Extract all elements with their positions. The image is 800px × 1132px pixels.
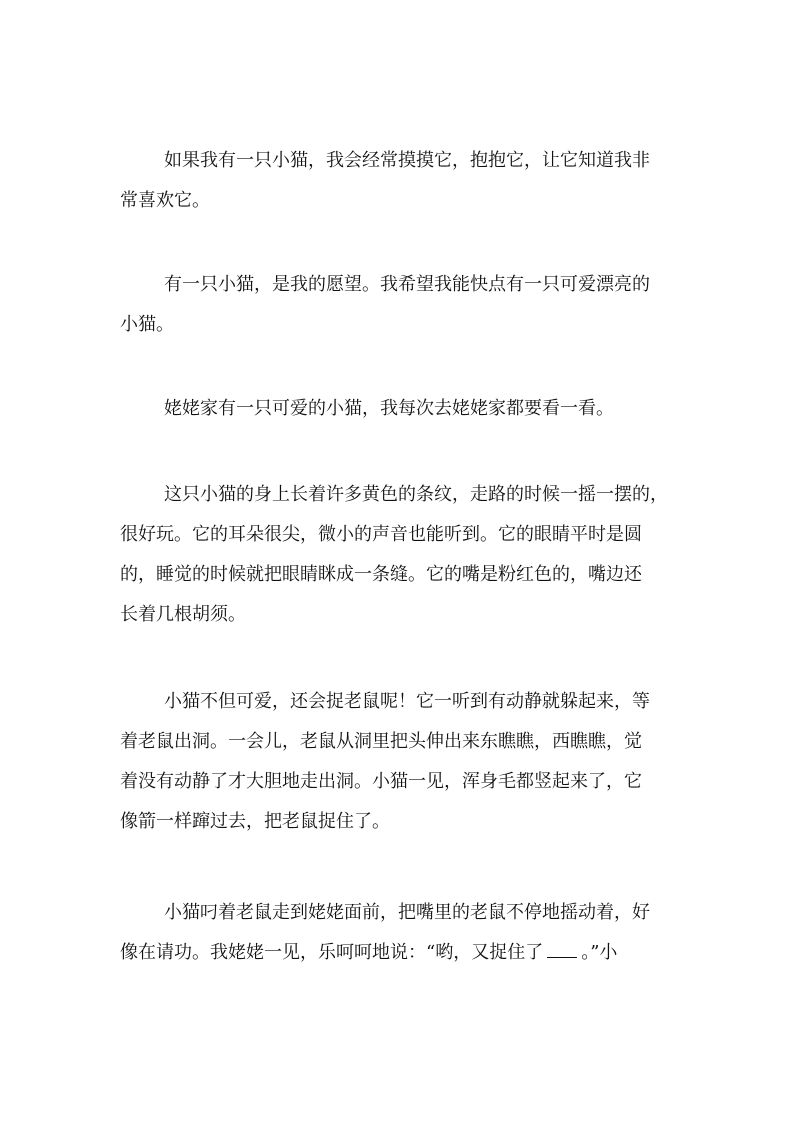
line-text-before-blank: 像在请功。我姥姥一见，乐呵呵地说：“哟，又捉住了 xyxy=(120,942,544,963)
paragraph-line: 像箭一样蹿过去，把老鼠捉住了。 xyxy=(120,811,390,832)
paragraph-5 xyxy=(120,682,700,842)
paragraph-line: 的，睡觉的时候就把眼睛眯成一条缝。它的嘴是粉红色的，嘴边还 xyxy=(120,564,642,585)
paragraph-1 xyxy=(120,141,700,221)
paragraph-line: 小猫叼着老鼠走到姥姥面前，把嘴里的老鼠不停地摇动着，好 xyxy=(164,902,650,923)
paragraph-4 xyxy=(120,475,700,635)
paragraph-line: 小猫不但可爱，还会捉老鼠呢！它一听到有动静就躲起来，等 xyxy=(164,691,650,712)
line-text-after-blank: 。”小 xyxy=(581,942,618,963)
paragraph-6 xyxy=(120,893,700,973)
paragraph-line: 常喜欢它。 xyxy=(120,190,210,211)
paragraph-line: 有一只小猫，是我的愿望。我希望我能快点有一只可爱漂亮的 xyxy=(164,274,650,295)
paragraph-line xyxy=(120,933,700,973)
paragraph-line: 着老鼠出洞。一会儿，老鼠从洞里把头伸出来东瞧瞧，西瞧瞧，觉 xyxy=(120,731,642,752)
fill-in-blank xyxy=(547,957,577,958)
paragraph-line: 长着几根胡须。 xyxy=(120,604,246,625)
paragraph-2 xyxy=(120,265,700,345)
paragraph-line: 着没有动静了才大胆地走出洞。小猫一见，浑身毛都竖起来了，它 xyxy=(120,771,642,792)
paragraph-line: 姥姥家有一只可爱的小猫，我每次去姥姥家都要看一看。 xyxy=(164,398,614,419)
paragraph-line: 小猫。 xyxy=(120,314,174,335)
paragraph-line: 很好玩。它的耳朵很尖，微小的声音也能听到。它的眼睛平时是圆 xyxy=(120,524,642,545)
paragraph-line: 这只小猫的身上长着许多黄色的条纹，走路的时候一摇一摆的， xyxy=(164,484,668,505)
paragraph-3 xyxy=(120,389,700,429)
paragraph-line: 如果我有一只小猫，我会经常摸摸它，抱抱它，让它知道我非 xyxy=(164,150,650,171)
